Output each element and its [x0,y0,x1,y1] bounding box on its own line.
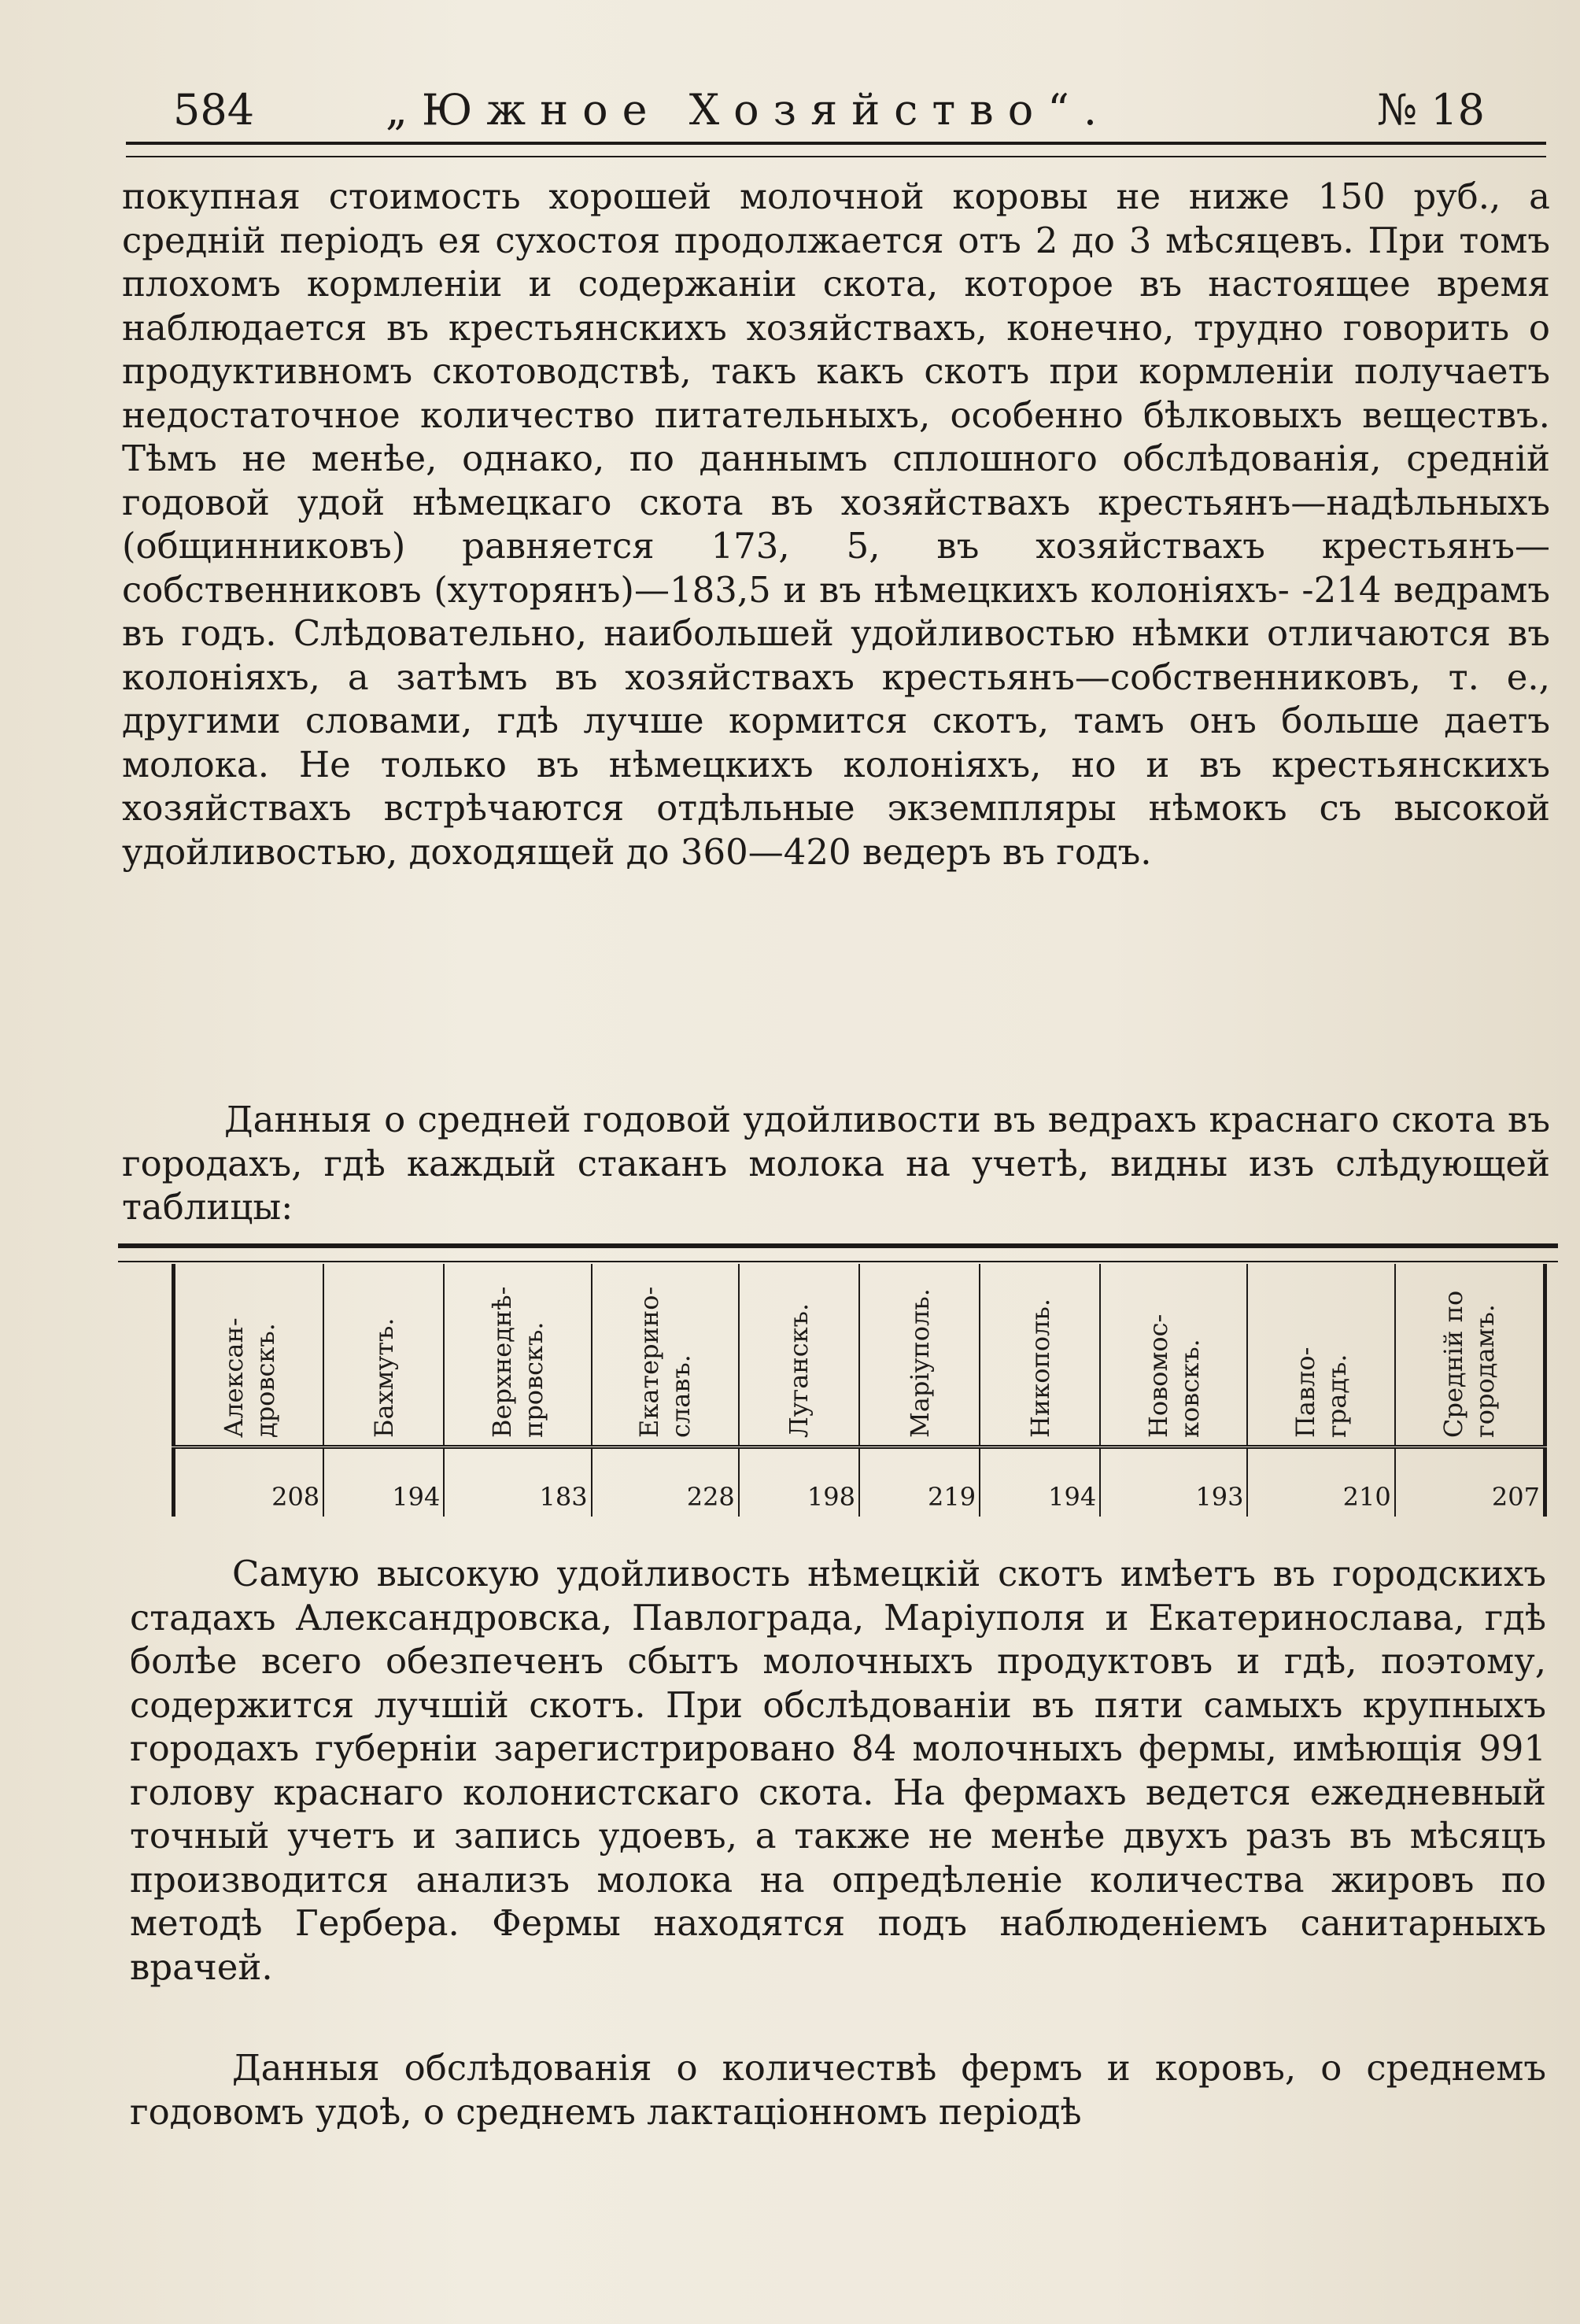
paragraph-text: Самую высокую удойливость нѣмецкiй скотъ имѣетъ въ городскихъ стадахъ Александровска, Павлограда, Марiуполя и Екатеринослава, гдѣ болѣе всего обезпеченъ сбытъ молочныхъ продуктовъ и гдѣ, поэтому, содержится лучшiй скотъ. При обслѣдованiи въ пяти самыхъ крупныхъ городахъ губернiи зарегистрировано 84 молочныхъ фермы, имѣющiя 991 голову краснаго колонистскаго скота. На фермахъ ведется ежедневный точный учетъ и запись удоевъ, а также не менѣе двухъ разъ въ мѣсяцъ производится анализъ молока на опредѣленiе количества жировъ по методѣ Гербера. Фермы находятся подъ наблюденiемъ санитарныхъ врачей. [130,1553,1546,1988]
table-cell: 228 [592,1447,739,1517]
col-header: Алексан- дровскъ. [174,1264,324,1447]
table-header-row [174,1264,1545,1447]
yield-table [172,1264,1547,1517]
journal-title: „Южное Хозяйство“. [386,85,1111,135]
paragraph-text: Данныя обслѣдованiя о количествѣ фермъ и коровъ, о среднемъ годовомъ удоѣ, о среднемъ лактацiонномъ перiодѣ [130,2047,1546,2133]
page-number: 584 [173,85,255,135]
body-paragraph-1 [122,175,1550,874]
table-cell: 194 [980,1447,1100,1517]
table-cell: 193 [1100,1447,1247,1517]
running-header [126,79,1550,142]
table-cell: 194 [323,1447,444,1517]
paragraph-text: Данныя о средней годовой удойливости въ ведрахъ краснаго скота въ городахъ, гдѣ каждый стаканъ молока на учетѣ, видны изъ слѣдующей таблицы: [122,1099,1550,1228]
table-row [174,1447,1545,1517]
body-paragraph-3 [130,1552,1546,1989]
table-cell: 219 [859,1447,980,1517]
col-header: Марiуполь. [859,1264,980,1447]
col-header: Новомос- ковскъ. [1100,1264,1247,1447]
body-paragraph-4 [130,2046,1546,2134]
table-cell: 207 [1395,1447,1545,1517]
header-rule [126,142,1546,157]
paragraph-text: покупная стоимость хорошей молочной коровы не ниже 150 руб., а среднiй перiодъ ея сухостоя продолжается отъ 2 до 3 мѣсяцевъ. При томъ плохомъ кормленiи и содержанiи скота, которое въ настоящее время наблюдается въ крестьянскихъ хозяйствахъ, конечно, трудно говорить о продуктивномъ скотоводствѣ, такъ какъ скотъ при кормленiи получаетъ недостаточное количество питательныхъ, особенно бѣлковыхъ веществъ. Тѣмъ не менѣе, однако, по даннымъ сплошного обслѣдованiя, среднiй годовой удой нѣмецкаго скота въ хозяйствахъ крестьянъ—надѣльныхъ (общинниковъ) равняется 173, 5, въ хозяйствахъ крестьянъ—собственниковъ (хуторянъ)—183,5 и въ нѣмецкихъ колонiяхъ- -214 ведрамъ въ годъ. Слѣдовательно, наибольшей удойливостью нѣмки отличаются въ колонiяхъ, а затѣмъ въ хозяйствахъ крестьянъ—собственниковъ, т. е., другими словами, гдѣ лучше кормится скотъ, тамъ онъ больше даетъ молока. Не только въ нѣмецкихъ колонiяхъ, но и въ крестьянскихъ хозяйствахъ встрѣчаются отдѣльные экземпляры нѣмокъ съ высокой удойливостью, доходящей до 360—420 ведеръ въ годъ. [122,176,1550,873]
col-header: Среднiй по городамъ. [1395,1264,1545,1447]
table-top-rule [118,1243,1558,1262]
milk-yield-table [118,1243,1558,1535]
table-cell: 183 [444,1447,591,1517]
table-cell: 198 [739,1447,859,1517]
col-header: Верхнеднѣ- провскъ. [444,1264,591,1447]
table-cell: 210 [1247,1447,1394,1517]
col-header: Павло- градъ. [1247,1264,1394,1447]
col-header: Никополь. [980,1264,1100,1447]
col-header: Бахмутъ. [323,1264,444,1447]
body-paragraph-2 [122,1098,1550,1229]
col-header: Луганскъ. [739,1264,859,1447]
issue-number: № 18 [1377,85,1485,135]
table-cell: 208 [174,1447,324,1517]
col-header: Екатерино- славъ. [592,1264,739,1447]
